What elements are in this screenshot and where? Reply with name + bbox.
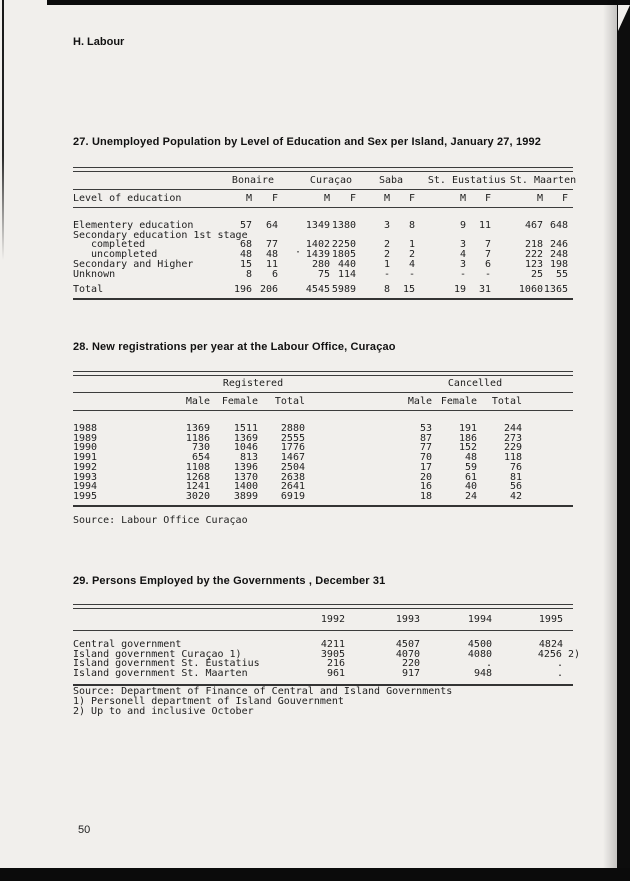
cell: 4070 [395,648,420,660]
year-label: 1993 [73,471,98,483]
cell: 467 [524,220,543,231]
cell: 48 [239,249,252,261]
cell: 4080 [467,648,492,660]
table29 [73,604,580,686]
cell: 1186 [185,432,210,444]
sex-header: F [349,193,356,204]
cell: 229 [503,442,522,454]
page-number: 50 [78,824,91,836]
table28-row [73,424,573,434]
cell: 77 [419,442,432,454]
sex-header: F [271,193,278,204]
table27-column-header-row [73,190,573,207]
table28-row [73,453,573,463]
cell: 11 [478,220,491,231]
table29-title: 29. Persons Employed by the Governments , December 31 [73,575,386,587]
year-header: 1992 [320,614,345,625]
column-header: Female [221,396,258,407]
cell: 2555 [280,432,305,444]
cell: 19 [453,284,466,296]
table28-row [73,482,573,492]
cell: - [484,268,491,280]
year-header: 1994 [467,614,492,625]
sex-header: F [561,193,568,204]
cell: 8 [383,284,390,296]
cell: 4 [408,258,415,270]
year-label: 1991 [73,452,98,464]
cell: 3 [459,258,466,270]
row-label: Unknown [73,268,116,280]
table28-corner-cell [73,393,162,410]
cell: 1 [408,239,415,251]
cell: 75 [317,268,330,280]
row-label: Island government St. Eustatius [73,658,260,670]
cell: 1776 [280,442,305,454]
footnote-line: Source: Department of Finance of Central and Island Governments [73,686,453,697]
cell: 1370 [233,471,258,483]
cell: - [408,268,415,280]
cell: 1805 [331,249,356,261]
scan-edge-left-streak [2,0,4,260]
cell: 61 [464,471,477,483]
table29-header-rule [73,630,573,631]
cell: 48 [464,452,477,464]
table28-title: 28. New registrations per year at the Labour Office, Curaçao [73,341,396,353]
cell: 813 [239,452,258,464]
footnote-line: 2) Up to and inclusive October [73,706,254,717]
column-header: Total [491,396,522,407]
cell: 186 [458,432,477,444]
cell: 4545 [305,284,330,296]
column-header: Male [407,396,432,407]
cell: 1467 [280,452,305,464]
cell: 1369 [233,432,258,444]
scan-edge-top [47,0,630,5]
cell: 196 [233,284,252,296]
cell: 16 [419,481,432,493]
cell: 6 [271,268,278,280]
cell: 440 [337,258,356,270]
cell: 7 [484,249,491,261]
cell: 4211 [320,639,345,650]
row-label: completed [91,239,146,251]
cell: 1 [383,258,390,270]
island-header: Saba [378,175,404,186]
cell: . [556,668,563,680]
table28-group-header-row [73,376,573,392]
cell: 59 [464,461,477,473]
cell: 220 [401,658,420,670]
cell: 11 [265,258,278,270]
cell: 1400 [233,481,258,493]
cell: 114 [337,268,356,280]
cell: 1108 [185,461,210,473]
cell: 53 [419,423,432,434]
table28-subheader-rule [73,410,573,411]
cell: 68 [239,239,252,251]
sex-header: F [408,193,415,204]
cell: 1380 [331,220,356,231]
cell: 5989 [331,284,356,296]
table28-row [73,434,573,444]
cell: 216 [326,658,345,670]
table28-row [73,492,573,502]
cell: 81 [509,471,522,483]
cell: 1060 [518,284,543,296]
row-label: Secondary and Higher [73,258,194,270]
column-header: Male [185,396,210,407]
cell: 654 [191,452,210,464]
cell: 280 [311,258,330,270]
cell: 40 [464,481,477,493]
cell: 191 [458,423,477,434]
cell: 2638 [280,471,305,483]
cell: 917 [401,668,420,680]
table28-body [73,424,573,502]
cell: 25 [530,268,543,280]
table28-row [73,443,573,453]
table27-row-header: Level of education [73,193,182,204]
cell: 152 [458,442,477,454]
table27-island-header-row [73,172,577,189]
year-label: 1989 [73,432,98,444]
cell: 3899 [233,490,258,502]
year-label: 1992 [73,461,98,473]
cell: 4824 [538,639,563,650]
cell: 1268 [185,471,210,483]
row-label: Island government St. Maarten [73,668,248,680]
cell: 218 [524,239,543,251]
cell [415,231,466,241]
island-header: Curaçao [309,175,353,186]
table28 [73,371,573,507]
table27-bottom-rule [73,298,573,300]
year-label: 1988 [73,423,98,434]
sex-header: M [383,193,390,204]
sex-header: F [484,193,491,204]
table28-bottom-rule [73,505,573,507]
year-label: 1994 [73,481,98,493]
island-header: Bonaire [231,175,275,186]
cell: 18 [419,490,432,502]
cell: 948 [473,668,492,680]
row-label: Total [73,284,104,296]
row-label: Secondary education 1st stage [73,229,248,241]
column-header: Female [440,396,477,407]
table27-total-row-wrap [73,285,573,295]
cell: 77 [265,239,278,251]
island-header: St. Eustatius [427,175,507,186]
cell: 246 [549,239,568,251]
year-label: 1990 [73,442,98,454]
cell: 4256 2) [537,648,580,660]
cell: 4500 [467,639,492,650]
cell: 1046 [233,442,258,454]
cell: 648 [549,220,568,231]
cell: - [459,268,466,280]
group-header: Registered [222,378,284,389]
cell: 244 [503,423,522,434]
cell: 273 [503,432,522,444]
cell: 2504 [280,461,305,473]
cell: 198 [549,258,568,270]
cell: 1365 [543,284,568,296]
island-header: St. Maarten [509,175,577,186]
cell: 206 [259,284,278,296]
cell: 17 [419,461,432,473]
cell: 2250 [331,239,356,251]
year-header: 1993 [395,614,420,625]
scan-edge-right [617,5,630,881]
row-label: Central government [73,639,182,650]
row-label: uncompleted [91,249,158,261]
cell: . [556,658,563,670]
cell: 15 [239,258,252,270]
cell: 31 [478,284,491,296]
cell: 118 [503,452,522,464]
cell: 2641 [280,481,305,493]
cell: 64 [265,220,278,231]
group-header: Cancelled [447,378,503,389]
scan-artifact-dot: · [295,247,302,258]
cell: 1402 [305,239,330,251]
table29-body [73,639,580,680]
cell: 2880 [280,423,305,434]
table28-row [73,463,573,473]
table28-row [73,473,573,483]
cell: 7 [484,239,491,251]
row-label: Elementery education [73,220,194,231]
cell: 1511 [233,423,258,434]
cell: 1241 [185,481,210,493]
cell: 20 [419,471,432,483]
cell: 222 [524,249,543,261]
table27-total-row [73,285,573,295]
cell: 2 [383,249,390,261]
table29-footnotes [73,687,452,717]
column-header: Total [274,396,305,407]
cell: 24 [464,490,477,502]
table28-column-header-row [73,393,573,410]
cell: 1439 [305,249,330,261]
cell: 4507 [395,639,420,650]
cell: 56 [509,481,522,493]
sex-header: M [323,193,330,204]
table29-corner-cell [73,609,263,630]
row-label: Island government Curaçao 1) [73,648,242,660]
cell: 55 [555,268,568,280]
cell: 76 [509,461,522,473]
cell: 87 [419,432,432,444]
cell: 1396 [233,461,258,473]
sex-header: M [245,193,252,204]
cell: 57 [239,220,252,231]
footnote-line: 1) Personell department of Island Gouvernment [73,696,344,707]
cell: 3 [383,220,390,231]
page-header: H. Labour [73,36,125,48]
cell: 2 [383,239,390,251]
table27 [73,167,577,300]
cell: 6919 [280,490,305,502]
table27-subheader-rule [73,207,573,208]
cell: 1349 [305,220,330,231]
year-label: 1995 [73,490,98,502]
table27-row [73,270,573,280]
cell: 248 [549,249,568,261]
cell: 1369 [185,423,210,434]
table27-title: 27. Unemployed Population by Level of Education and Sex per Island, January 27, 1992 [73,136,542,148]
cell: 6 [484,258,491,270]
cell: 961 [326,668,345,680]
table27-body [73,221,573,279]
cell: 9 [459,220,466,231]
cell: 15 [402,284,415,296]
cell: 70 [419,452,432,464]
year-header: 1995 [538,614,563,625]
table29-row [73,669,573,679]
cell: 3020 [185,490,210,502]
cell: 42 [509,490,522,502]
cell: 123 [524,258,543,270]
cell: 730 [191,442,210,454]
scan-edge-right-shadow [603,0,617,881]
cell: 2 [408,249,415,261]
scan-edge-bottom [0,868,630,881]
cell: - [383,268,390,280]
cell: 3905 [320,648,345,660]
cell: 48 [265,249,278,261]
cell: 8 [245,268,252,280]
cell: 4 [459,249,466,261]
table29-year-header-row [73,609,573,630]
cell: 3 [459,239,466,251]
cell: . [485,658,492,670]
sex-header: M [459,193,466,204]
sex-header: M [536,193,543,204]
table28-source: Source: Labour Office Curaçao [73,515,248,526]
cell: 8 [408,220,415,231]
